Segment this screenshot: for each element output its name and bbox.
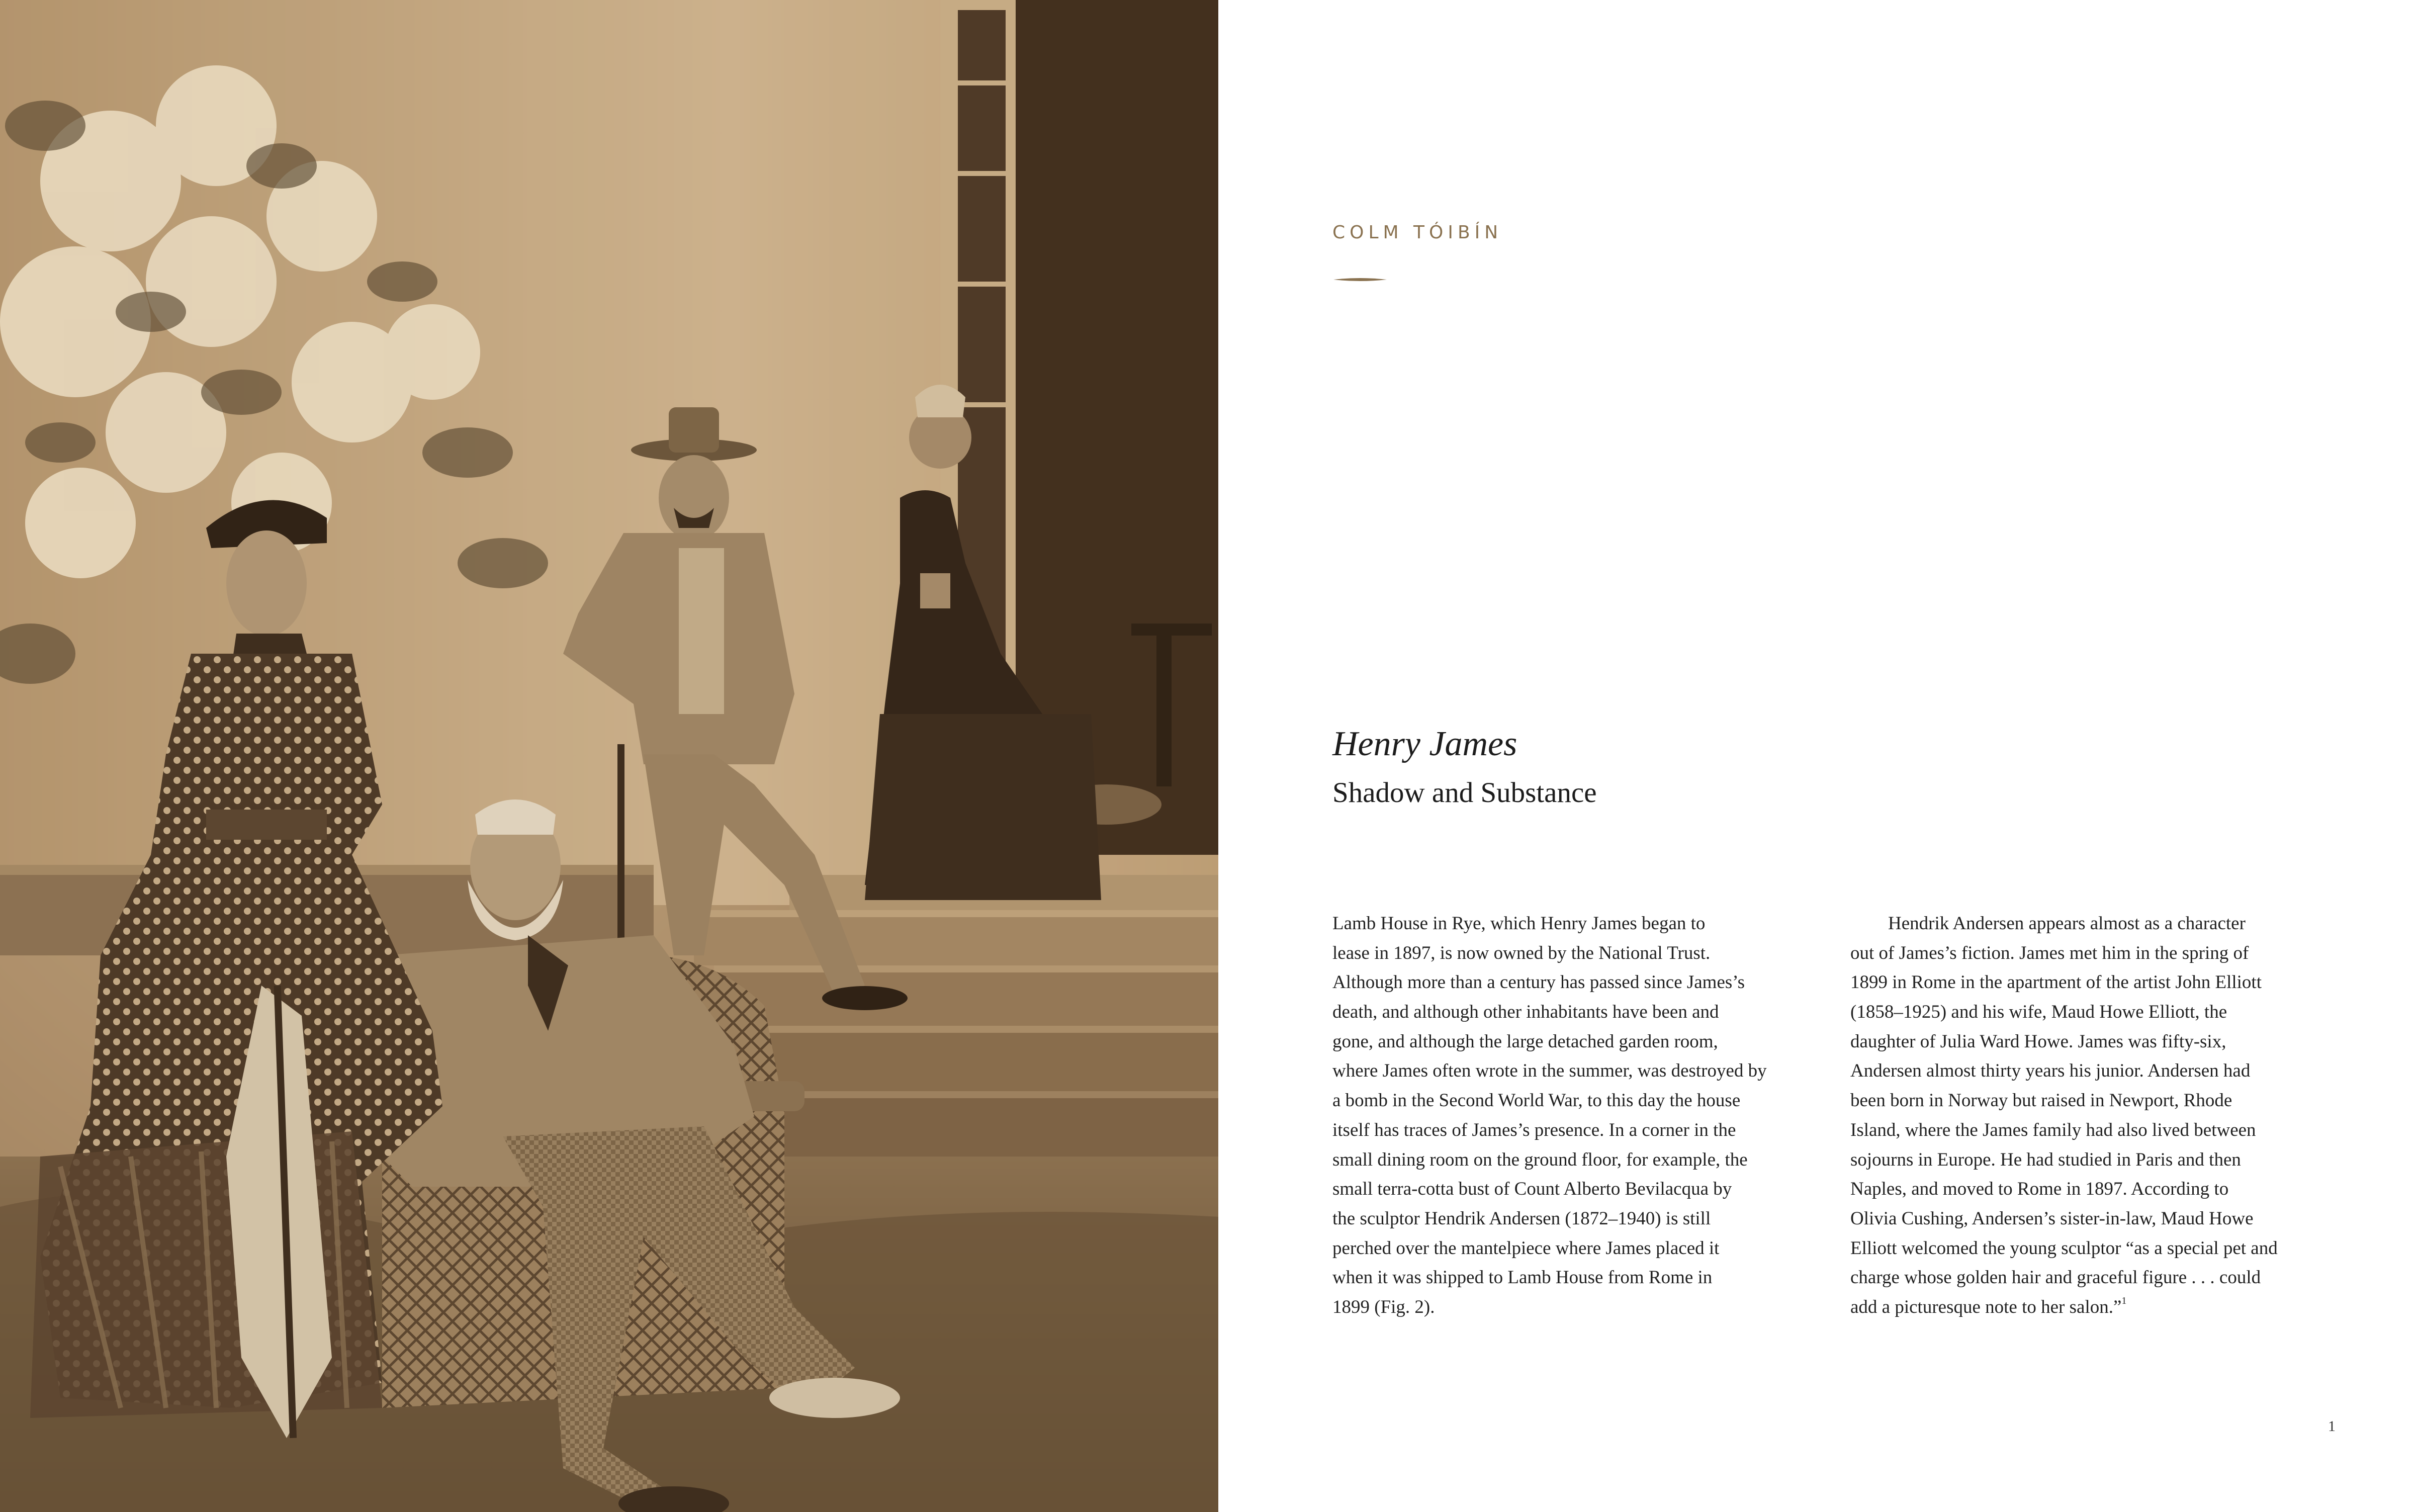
text-line: charge whose golden hair and graceful figure . . . could xyxy=(1850,1267,2261,1288)
text-line: Naples, and moved to Rome in 1897. According to xyxy=(1850,1179,2229,1200)
text-line: gone, and although the large detached garden room, xyxy=(1332,1031,1718,1052)
text-line: perched over the mantelpiece where James placed it xyxy=(1332,1237,1720,1259)
text-line: where James often wrote in the summer, was destroyed by xyxy=(1332,1060,1767,1082)
text-line: Although more than a century has passed since James’s xyxy=(1332,972,1745,993)
divider-ornament xyxy=(1332,276,1388,284)
author-name: COLM TÓIBÍN xyxy=(1332,222,1503,243)
text-line: a bomb in the Second World War, to this day the house xyxy=(1332,1090,1741,1111)
text-line: daughter of Julia Ward Howe. James was fifty-six, xyxy=(1850,1031,2226,1052)
text-line: out of James’s fiction. James met him in the spring of xyxy=(1850,942,2249,963)
text-line: add a picturesque note to her salon.” xyxy=(1850,1296,2122,1317)
text-line: Olivia Cushing, Andersen’s sister-in-law, Maud Howe xyxy=(1850,1208,2254,1229)
footnote-marker[interactable]: 1 xyxy=(2121,1295,2127,1306)
text-line: Lamb House in Rye, which Henry James began to xyxy=(1332,913,1706,934)
text-line: lease in 1897, is now owned by the National Trust. xyxy=(1332,942,1711,963)
text-line-with-footnote xyxy=(1850,1293,2278,1322)
text-line: itself has traces of James’s presence. In a corner in the xyxy=(1332,1119,1736,1140)
text-line: 1899 in Rome in the apartment of the artist John Elliott xyxy=(1850,972,2262,993)
text-line: sojourns in Europe. He had studied in Paris and then xyxy=(1850,1149,2241,1170)
body-column-right xyxy=(1850,909,2278,1322)
text-line: 1899 (Fig. 2). xyxy=(1332,1296,1435,1317)
text-line: small dining room on the ground floor, for example, the xyxy=(1332,1149,1748,1170)
text-line: the sculptor Hendrik Andersen (1872–1940) is still xyxy=(1332,1208,1711,1229)
text-line: been born in Norway but raised in Newport, Rhode xyxy=(1850,1090,2232,1111)
chapter-subtitle: Shadow and Substance xyxy=(1332,777,1597,809)
text-line: when it was shipped to Lamb House from Rome in xyxy=(1332,1267,1713,1288)
body-column-left xyxy=(1332,909,1767,1322)
chapter-title: Henry James xyxy=(1332,725,1517,763)
text-line: death, and although other inhabitants have been and xyxy=(1332,1002,1719,1023)
text-line: (1858–1925) and his wife, Maud Howe Elliott, the xyxy=(1850,1002,2227,1023)
text-line: Island, where the James family had also lived between xyxy=(1850,1119,2256,1140)
text-line: Andersen almost thirty years his junior. Andersen had xyxy=(1850,1060,2251,1082)
text-line: small terra-cotta bust of Count Alberto Bevilacqua by xyxy=(1332,1179,1732,1200)
page-number: 1 xyxy=(2328,1418,2336,1435)
text-line: Elliott welcomed the young sculptor “as a special pet and xyxy=(1850,1237,2278,1259)
text-line: Hendrik Andersen appears almost as a character xyxy=(1888,913,2246,934)
